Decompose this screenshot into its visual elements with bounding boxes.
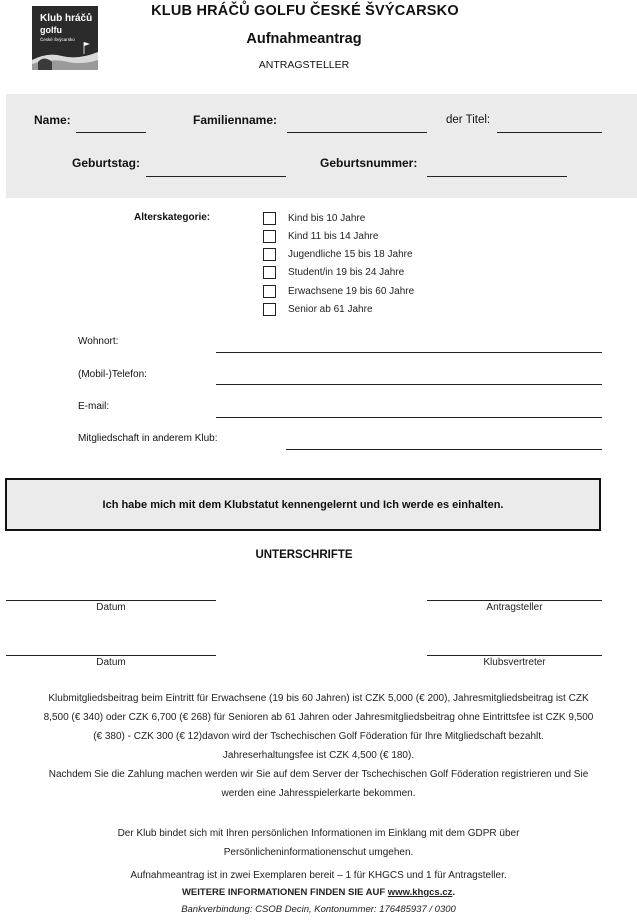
- form-title: Aufnahmeantrag: [246, 31, 362, 47]
- copies-note: Aufnahmeantrag ist in zwei Exemplaren bereit – 1 für KHGCS und 1 für Antragsteller.: [130, 870, 507, 881]
- statute-box: [5, 478, 601, 531]
- fees-line: Nachdem Sie die Zahlung machen werden wir Sie auf dem Server der Tschechischen Golf Föderation registrieren und Sie: [48, 769, 589, 780]
- gdpr-line: Der Klub bindet sich mit Ihren persönlichen Informationen im Einklang mit dem GDPR über: [117, 828, 520, 839]
- birth-number-label: Geburtsnummer:: [320, 156, 418, 170]
- age-option-label: Senior ab 61 Jahre: [288, 304, 373, 315]
- age-option-label: Student/in 19 bis 24 Jahre: [288, 267, 405, 278]
- bank-details: Bankverbindung: CSOB Decin, Kontonummer: 176485937 / 0300: [181, 904, 456, 915]
- other-club-label: Mitgliedschaft in anderem Klub:: [78, 433, 218, 444]
- age-checkbox-kind-10[interactable]: [263, 212, 276, 225]
- fees-line: Jahreserhaltungsfee ist CZK 4,500 (€ 180).: [222, 750, 415, 761]
- age-option-label: Jugendliche 15 bis 18 Jahre: [288, 249, 413, 260]
- birthday-field[interactable]: [146, 176, 286, 177]
- signatures-heading: UNTERSCHRIFTE: [255, 549, 353, 561]
- date-caption-1: Datum: [96, 602, 126, 613]
- birth-number-field[interactable]: [427, 176, 567, 177]
- more-info-dot: .: [452, 887, 456, 898]
- age-option-label: Kind bis 10 Jahre: [288, 213, 366, 224]
- club-logo: [32, 6, 98, 70]
- age-checkbox-erwachsene[interactable]: [263, 285, 276, 298]
- age-checkbox-senior[interactable]: [263, 303, 276, 316]
- age-category-label: Alterskategorie:: [134, 212, 211, 223]
- age-option-label: Erwachsene 19 bis 60 Jahre: [288, 286, 415, 297]
- email-field[interactable]: [216, 417, 602, 418]
- phone-field[interactable]: [216, 384, 602, 385]
- more-info-line: [0, 885, 637, 901]
- statute-text: Ich habe mich mit dem Klubstatut kennengelernt und Ich werde es einhalten.: [102, 498, 504, 511]
- title-label: der Titel:: [446, 114, 491, 126]
- representative-signature-line[interactable]: [427, 655, 602, 656]
- age-checkbox-student[interactable]: [263, 266, 276, 279]
- website-link[interactable]: www.khgcs.cz: [387, 887, 453, 898]
- date-signature-line-1[interactable]: [6, 600, 216, 601]
- logo-text-line3: České Švýcarsko: [40, 37, 75, 42]
- fees-line: werden eine Jahresspielerkarte bekommen.: [221, 788, 416, 799]
- logo-text-line1: Klub hráčů: [40, 13, 93, 24]
- club-name: KLUB HRÁČŮ GOLFU ČESKÉ ŠVÝCARSKO: [151, 3, 459, 19]
- applicant-signature-line[interactable]: [427, 600, 602, 601]
- name-field[interactable]: [76, 132, 146, 133]
- age-option-label: Kind 11 bis 14 Jahre: [288, 231, 379, 242]
- section-title: ANTRAGSTELLER: [258, 59, 350, 71]
- title-field[interactable]: [497, 132, 602, 133]
- gdpr-line: Persönlicheninformationenschut umgehen.: [223, 847, 414, 858]
- date-signature-line-2[interactable]: [6, 655, 216, 656]
- more-info-text: WEITERE INFORMATIONEN FINDEN SIE AUF: [181, 887, 388, 898]
- phone-label: (Mobil-)Telefon:: [78, 369, 147, 380]
- logo-text-line2: golfu: [40, 25, 62, 35]
- other-club-field[interactable]: [286, 449, 602, 450]
- fees-line: (€ 380) - CZK 300 (€ 12)davon wird der Tschechischen Golf Föderation für Ihre Mitgliedschaft bezahlt.: [93, 731, 544, 742]
- fees-paragraph: [0, 689, 637, 803]
- birthday-label: Geburtstag:: [72, 156, 141, 170]
- name-label: Name:: [34, 113, 71, 127]
- applicant-caption: Antragsteller: [486, 602, 543, 613]
- residence-field[interactable]: [216, 352, 602, 353]
- date-caption-2: Datum: [96, 657, 126, 668]
- email-label: E-mail:: [78, 401, 110, 412]
- family-name-label: Familienname:: [193, 113, 278, 127]
- gdpr-paragraph: [0, 824, 637, 862]
- residence-label: Wohnort:: [78, 336, 119, 347]
- fees-line: Klubmitgliedsbeitrag beim Eintritt für Erwachsene (19 bis 60 Jahren) ist CZK 5,000 (€ 200), Jahresmitgliedsbeitrag ist CZK: [48, 693, 589, 704]
- personal-info-panel: [6, 94, 637, 198]
- age-checkbox-kind-11-14[interactable]: [263, 230, 276, 243]
- golf-landscape-icon: [32, 40, 98, 70]
- fees-line: 8,500 (€ 340) oder CZK 6,700 (€ 268) für Senioren ab 61 Jahren oder Jahresmitgliedsbeitrag ohne Eintrittsfee ist CZK 9,500: [43, 712, 594, 723]
- family-name-field[interactable]: [287, 132, 427, 133]
- representative-caption: Klubsvertreter: [483, 657, 546, 668]
- age-checkbox-jugendliche[interactable]: [263, 248, 276, 261]
